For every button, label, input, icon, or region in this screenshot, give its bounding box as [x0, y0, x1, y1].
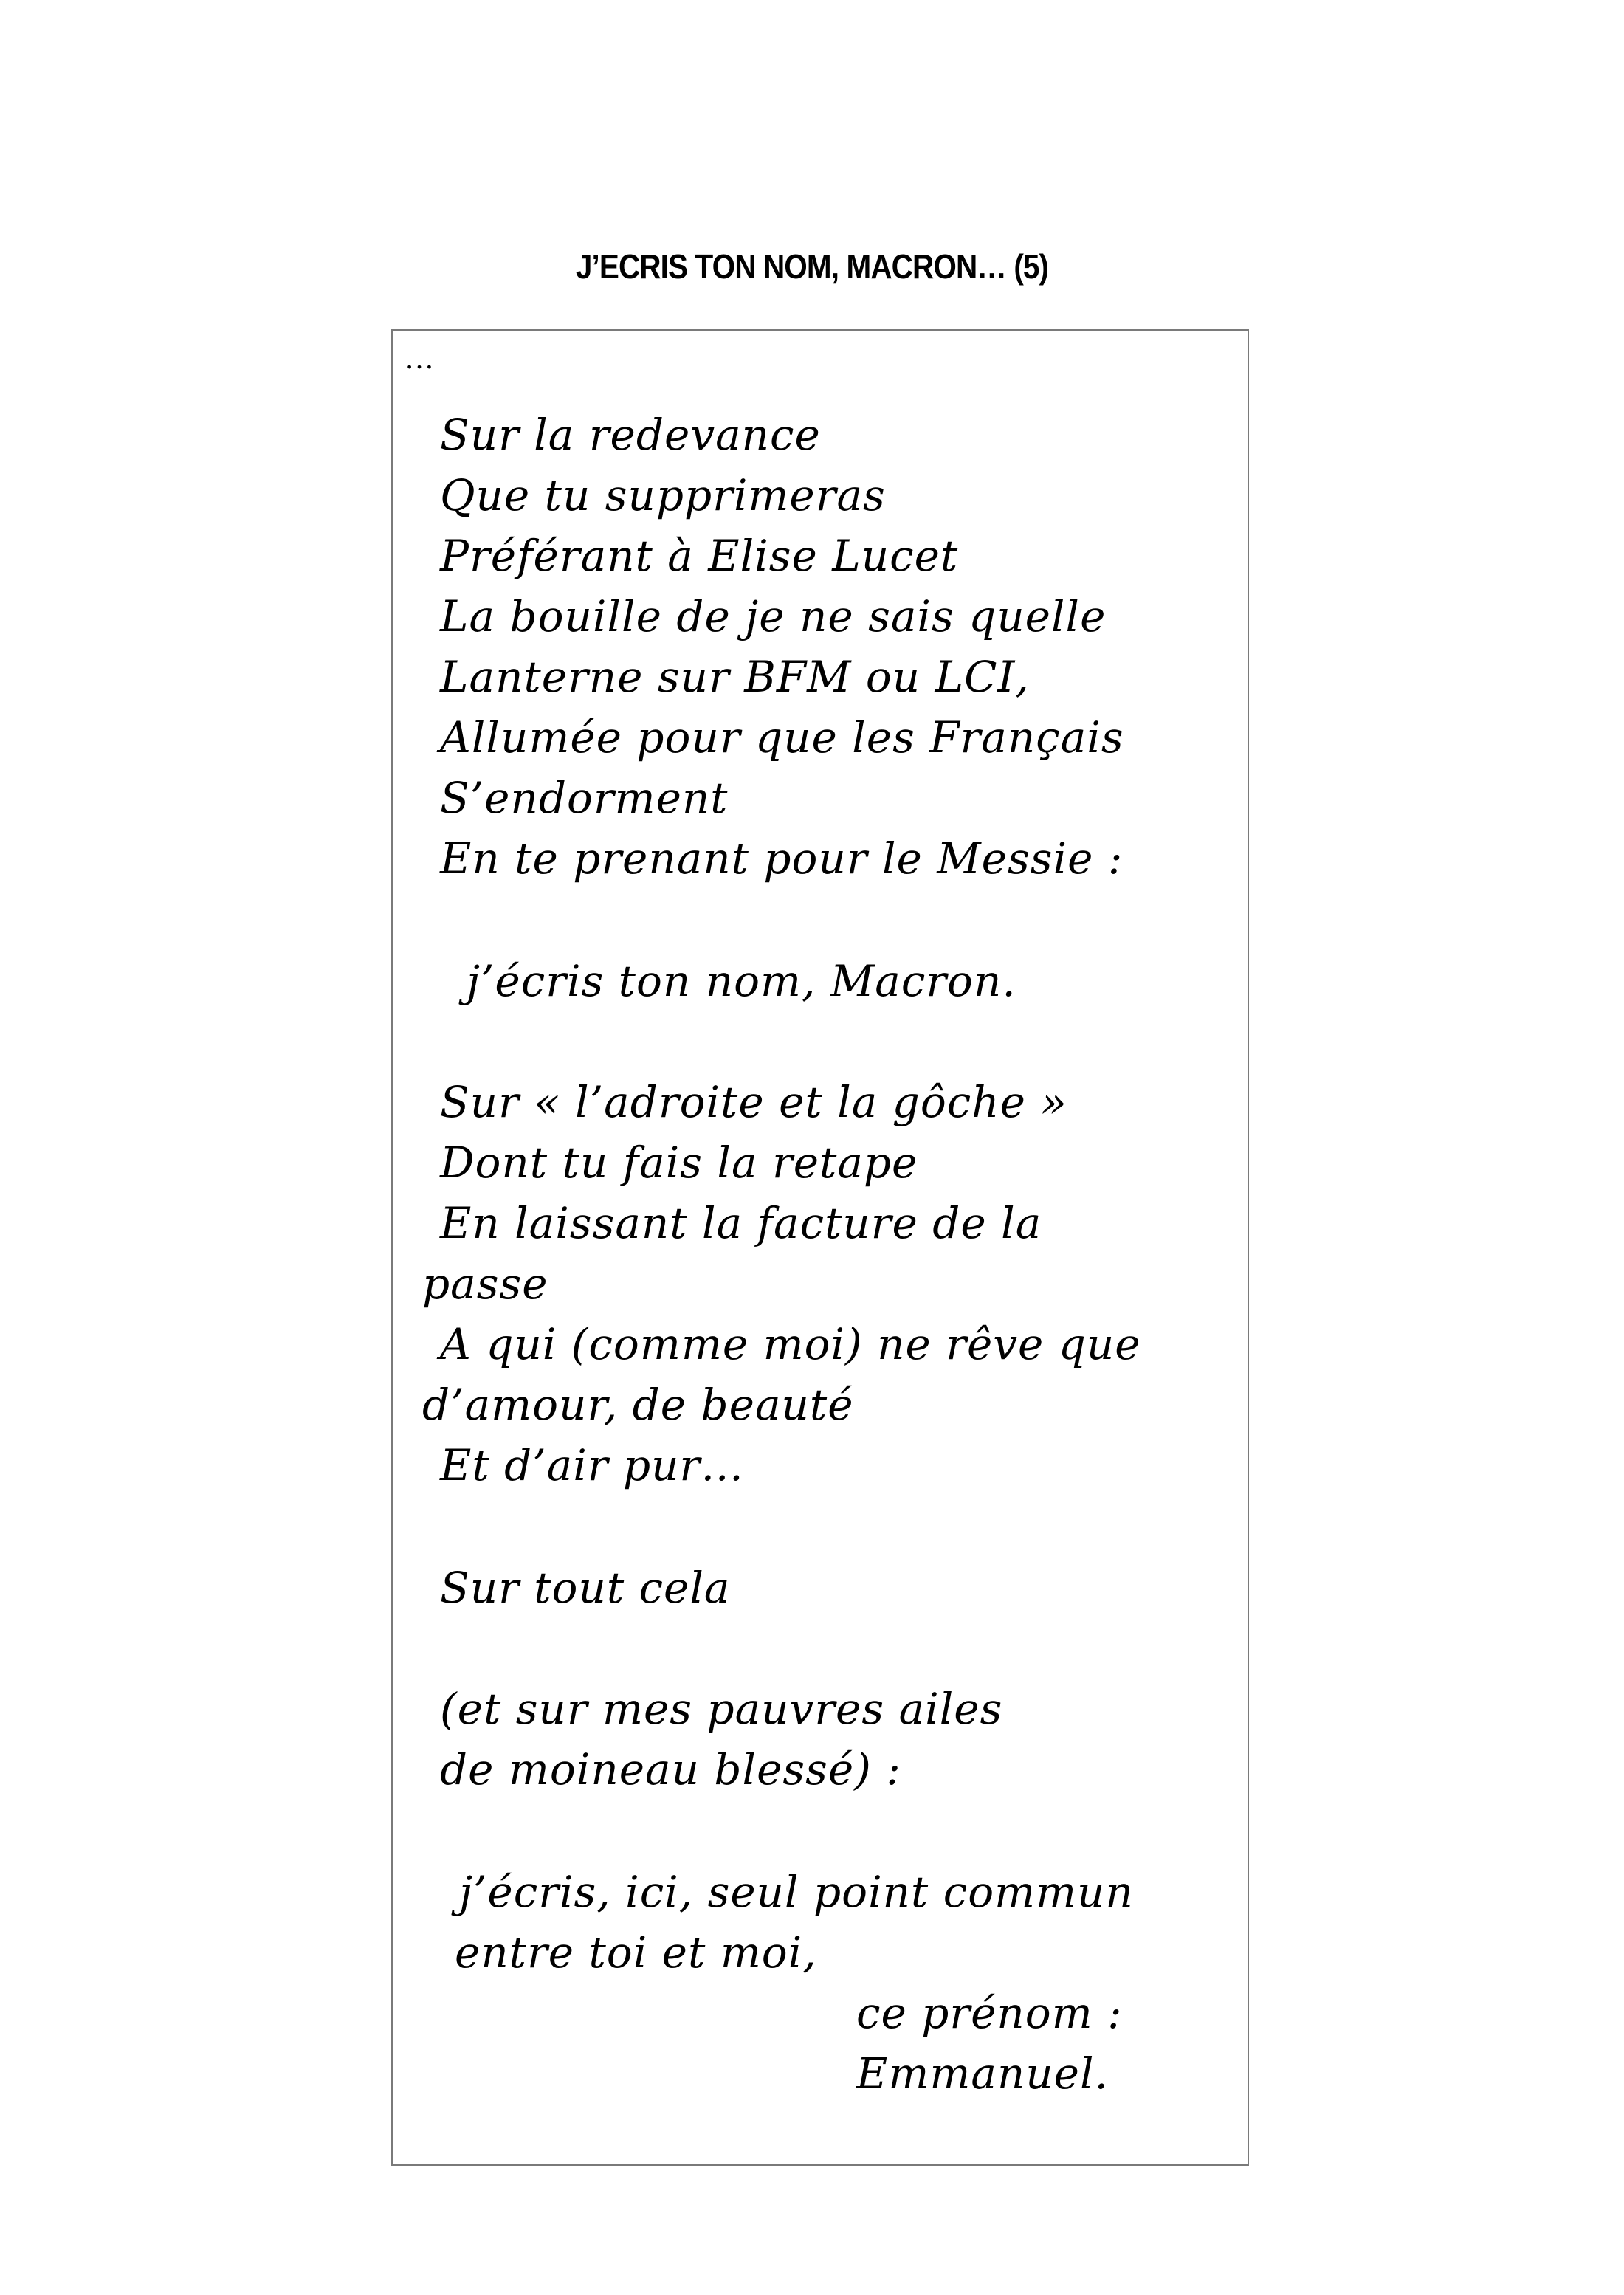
poem-refrain: entre toi et moi, — [455, 1927, 817, 1978]
poem-line: Que tu supprimeras — [440, 470, 886, 520]
poem-line: Allumée pour que les Français — [440, 712, 1124, 763]
poem-line: En te prenant pour le Messie : — [440, 833, 1124, 884]
poem-line: (et sur mes pauvres ailes — [440, 1684, 1003, 1734]
poem-signoff: Emmanuel. — [856, 2048, 1109, 2099]
poem-line: Préférant à Elise Lucet — [440, 531, 959, 581]
poem-line: La bouille de je ne sais quelle — [440, 591, 1107, 641]
poem-line: d’amour, de beauté — [422, 1380, 854, 1430]
poem-line: A qui (comme moi) ne rêve que — [440, 1319, 1141, 1369]
poem-signoff: ce prénom : — [856, 1988, 1123, 2038]
opening-ellipsis: … — [405, 342, 434, 375]
poem-line: Dont tu fais la retape — [440, 1138, 918, 1188]
poem-line: Et d’air pur… — [440, 1440, 745, 1490]
page-title: J’ECRIS TON NOM, MACRON… (5) — [575, 247, 1049, 286]
poem-refrain: j’écris ton nom, Macron. — [467, 956, 1016, 1006]
poem-line: S’endorment — [440, 773, 729, 823]
poem-frame — [391, 329, 1249, 2166]
poem-line: Sur « l’adroite et la gôche » — [440, 1077, 1067, 1127]
poem-line: En laissant la facture de la — [440, 1198, 1042, 1248]
poem-refrain: j’écris, ici, seul point commun — [459, 1867, 1134, 1917]
poem-line: Sur la redevance — [440, 410, 821, 460]
poem-line: passe — [422, 1259, 548, 1309]
poem-line: Lanterne sur BFM ou LCI, — [440, 652, 1030, 702]
poem-line: de moineau blessé) : — [440, 1744, 901, 1795]
poem-line: Sur tout cela — [440, 1563, 731, 1613]
